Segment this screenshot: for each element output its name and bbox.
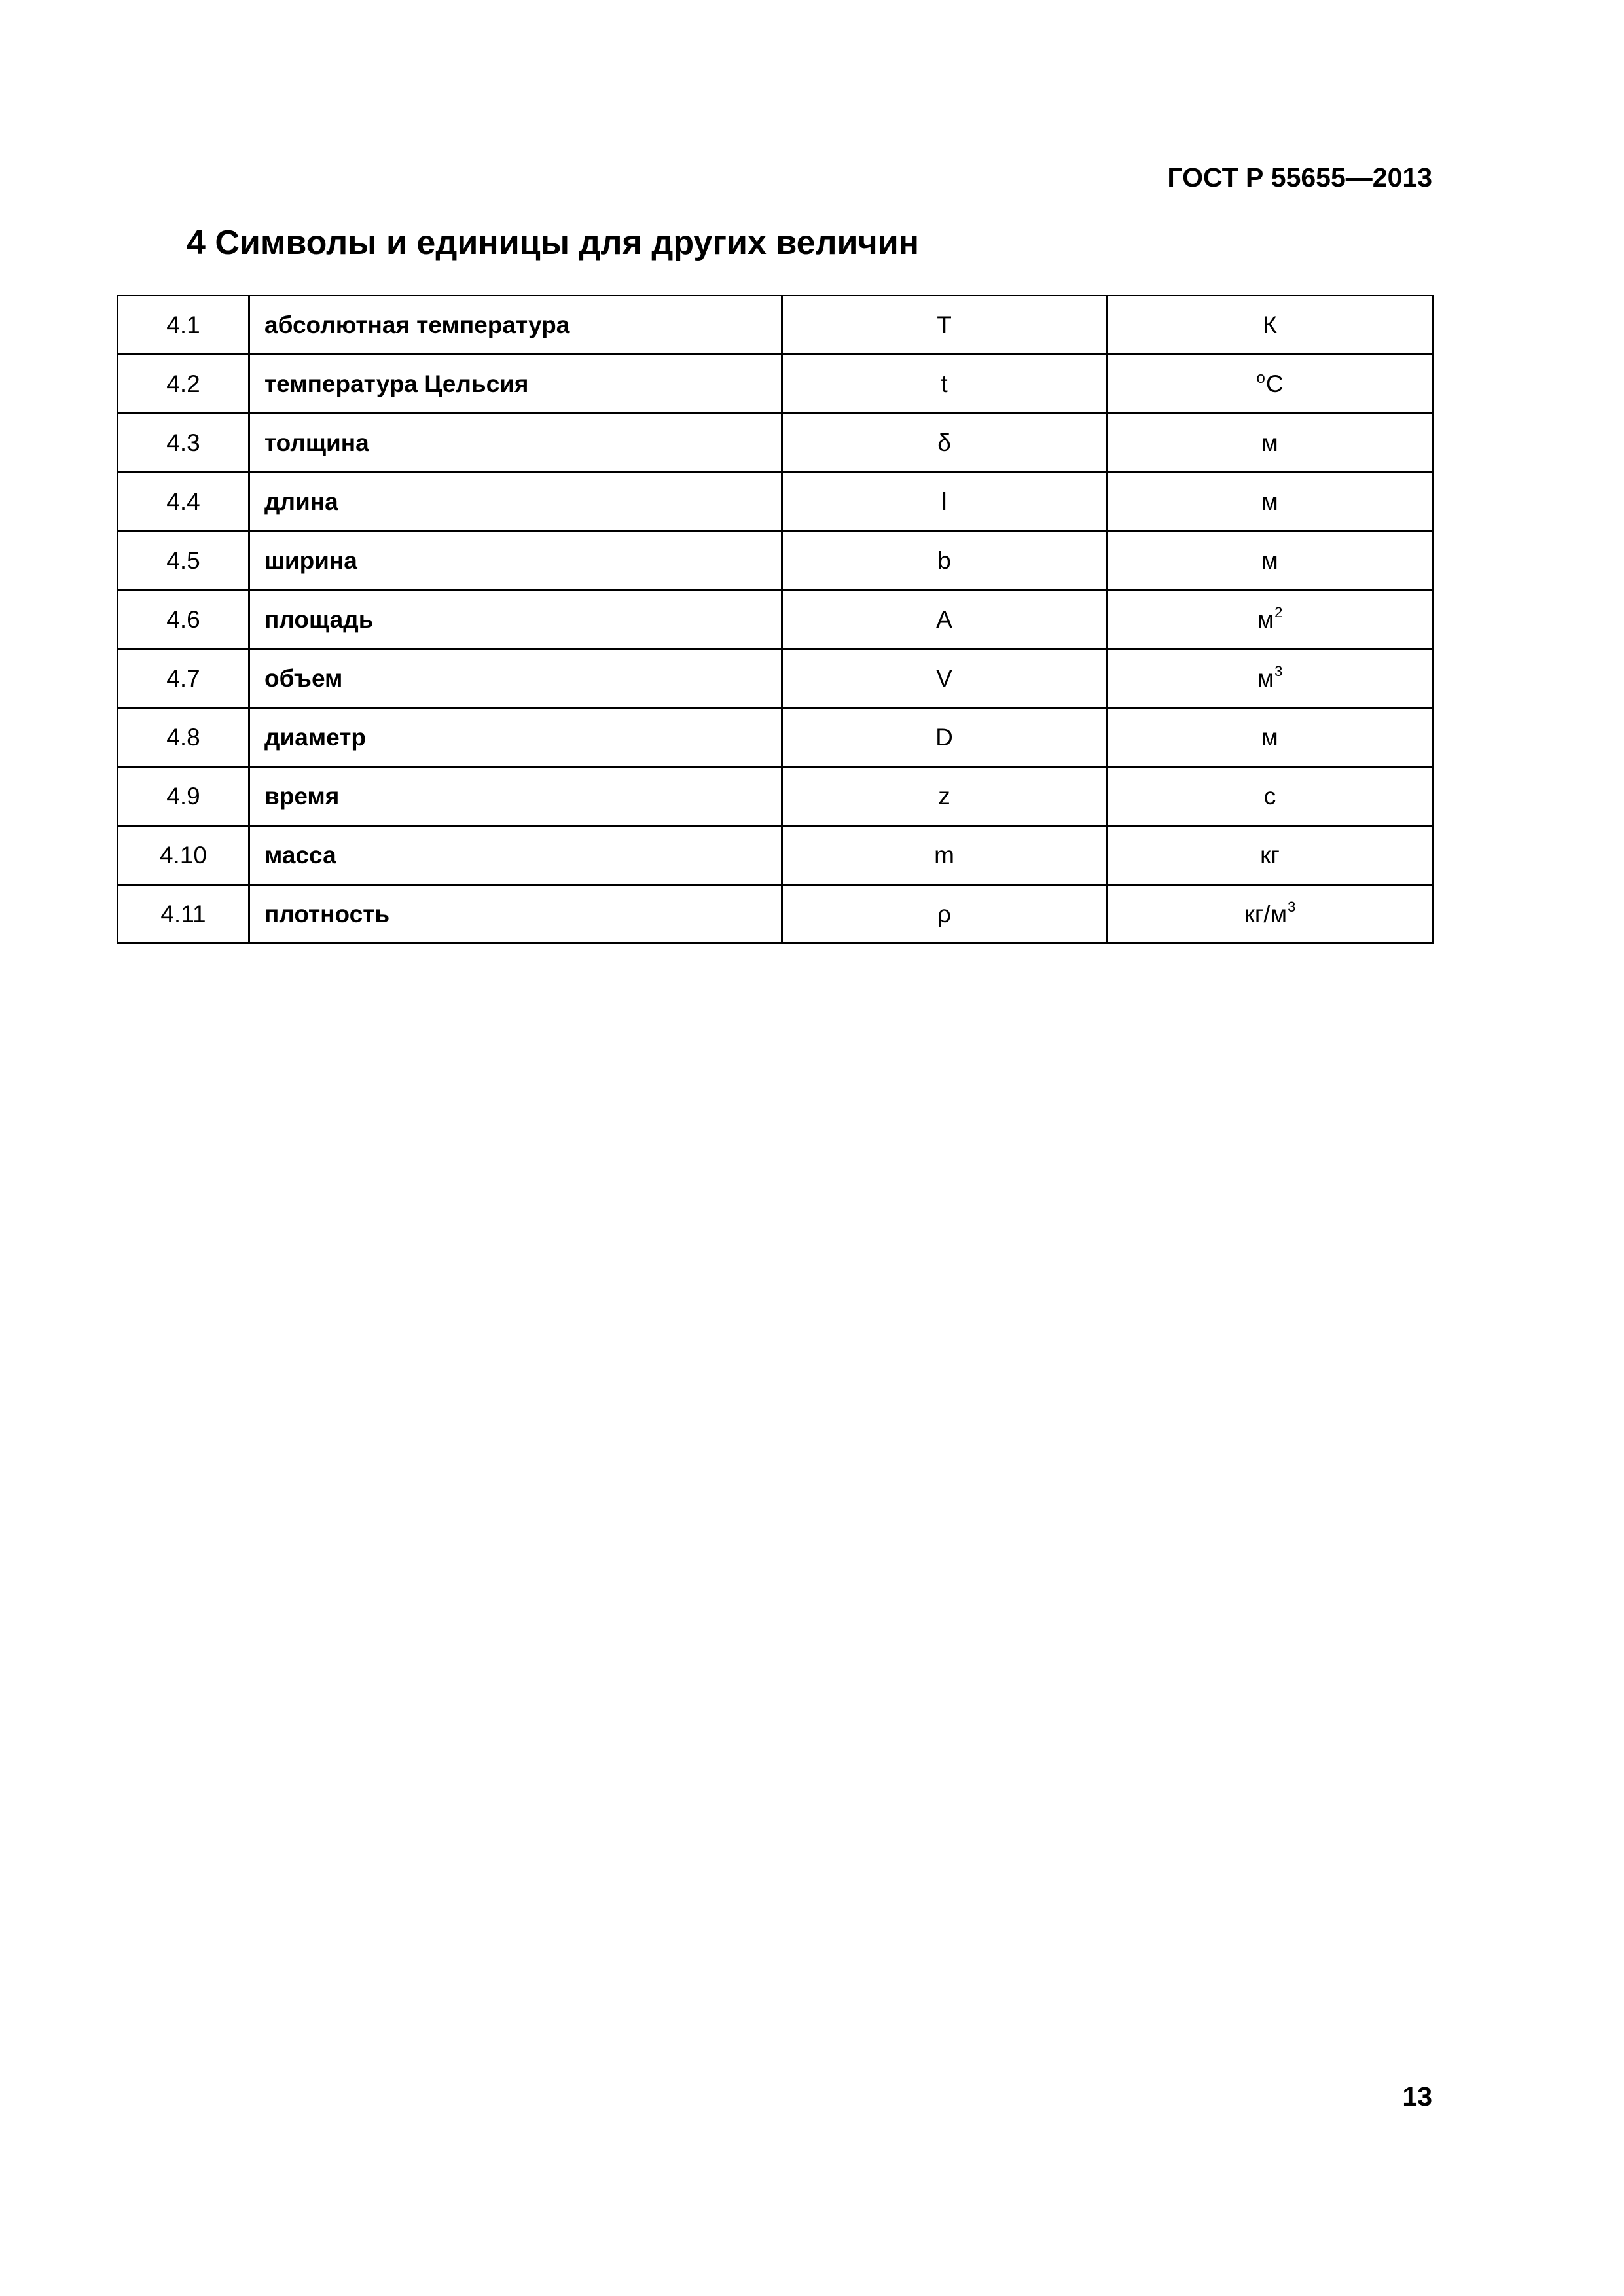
unit-base: м <box>1257 665 1274 692</box>
table-row <box>118 531 1434 590</box>
table-row <box>118 826 1434 885</box>
unit-base: м <box>1261 547 1278 574</box>
quantity-symbol: l <box>782 473 1107 531</box>
quantity-symbol: t <box>782 355 1107 414</box>
unit-cell <box>1107 414 1434 473</box>
quantity-symbol: V <box>782 649 1107 708</box>
unit-cell <box>1107 531 1434 590</box>
table-row <box>118 414 1434 473</box>
unit-cell <box>1107 590 1434 649</box>
row-number: 4.1 <box>118 296 249 355</box>
quantity-symbol: A <box>782 590 1107 649</box>
row-number: 4.3 <box>118 414 249 473</box>
symbols-table-body <box>118 296 1434 944</box>
unit-base: кг/м <box>1244 901 1288 927</box>
degree-mark: o <box>1256 369 1265 387</box>
section-title: 4 Символы и единицы для других величин <box>187 224 920 262</box>
row-number: 4.8 <box>118 708 249 767</box>
quantity-name: объем <box>249 649 782 708</box>
unit-exponent: 2 <box>1274 604 1283 620</box>
quantity-name: длина <box>249 473 782 531</box>
quantity-name: толщина <box>249 414 782 473</box>
quantity-name: площадь <box>249 590 782 649</box>
row-number: 4.6 <box>118 590 249 649</box>
quantity-name: диаметр <box>249 708 782 767</box>
row-number: 4.5 <box>118 531 249 590</box>
quantity-name: температура Цельсия <box>249 355 782 414</box>
row-number: 4.11 <box>118 885 249 944</box>
unit-base: м <box>1261 429 1278 456</box>
unit-cell <box>1107 355 1434 414</box>
unit-exponent: 3 <box>1274 663 1283 679</box>
table-row <box>118 767 1434 826</box>
quantity-name: время <box>249 767 782 826</box>
unit-base: м <box>1257 606 1274 633</box>
row-number: 4.7 <box>118 649 249 708</box>
quantity-symbol: δ <box>782 414 1107 473</box>
quantity-symbol: b <box>782 531 1107 590</box>
quantity-name: абсолютная температура <box>249 296 782 355</box>
document-code: ГОСТ Р 55655—2013 <box>1167 162 1432 192</box>
unit-exponent: 3 <box>1288 899 1296 915</box>
table-row <box>118 590 1434 649</box>
table-row <box>118 885 1434 944</box>
quantity-name: плотность <box>249 885 782 944</box>
unit-base: C <box>1265 370 1284 397</box>
quantity-symbol: z <box>782 767 1107 826</box>
unit-cell <box>1107 885 1434 944</box>
table-row <box>118 355 1434 414</box>
unit-cell <box>1107 826 1434 885</box>
unit-base: с <box>1263 783 1276 810</box>
unit-base: м <box>1261 488 1278 515</box>
table-row <box>118 473 1434 531</box>
unit-cell <box>1107 649 1434 708</box>
quantity-name: масса <box>249 826 782 885</box>
unit-cell <box>1107 296 1434 355</box>
table-row <box>118 649 1434 708</box>
unit-base: кг <box>1260 842 1280 869</box>
quantity-symbol: D <box>782 708 1107 767</box>
quantity-name: ширина <box>249 531 782 590</box>
quantity-symbol: m <box>782 826 1107 885</box>
quantity-symbol: T <box>782 296 1107 355</box>
unit-cell <box>1107 708 1434 767</box>
row-number: 4.10 <box>118 826 249 885</box>
row-number: 4.9 <box>118 767 249 826</box>
unit-cell <box>1107 473 1434 531</box>
unit-cell <box>1107 767 1434 826</box>
page-number: 13 <box>1402 2081 1432 2111</box>
unit-base: м <box>1261 724 1278 751</box>
table-row <box>118 708 1434 767</box>
row-number: 4.2 <box>118 355 249 414</box>
quantity-symbol: ρ <box>782 885 1107 944</box>
unit-base: К <box>1263 312 1277 338</box>
table-row <box>118 296 1434 355</box>
row-number: 4.4 <box>118 473 249 531</box>
symbols-table <box>117 295 1434 944</box>
